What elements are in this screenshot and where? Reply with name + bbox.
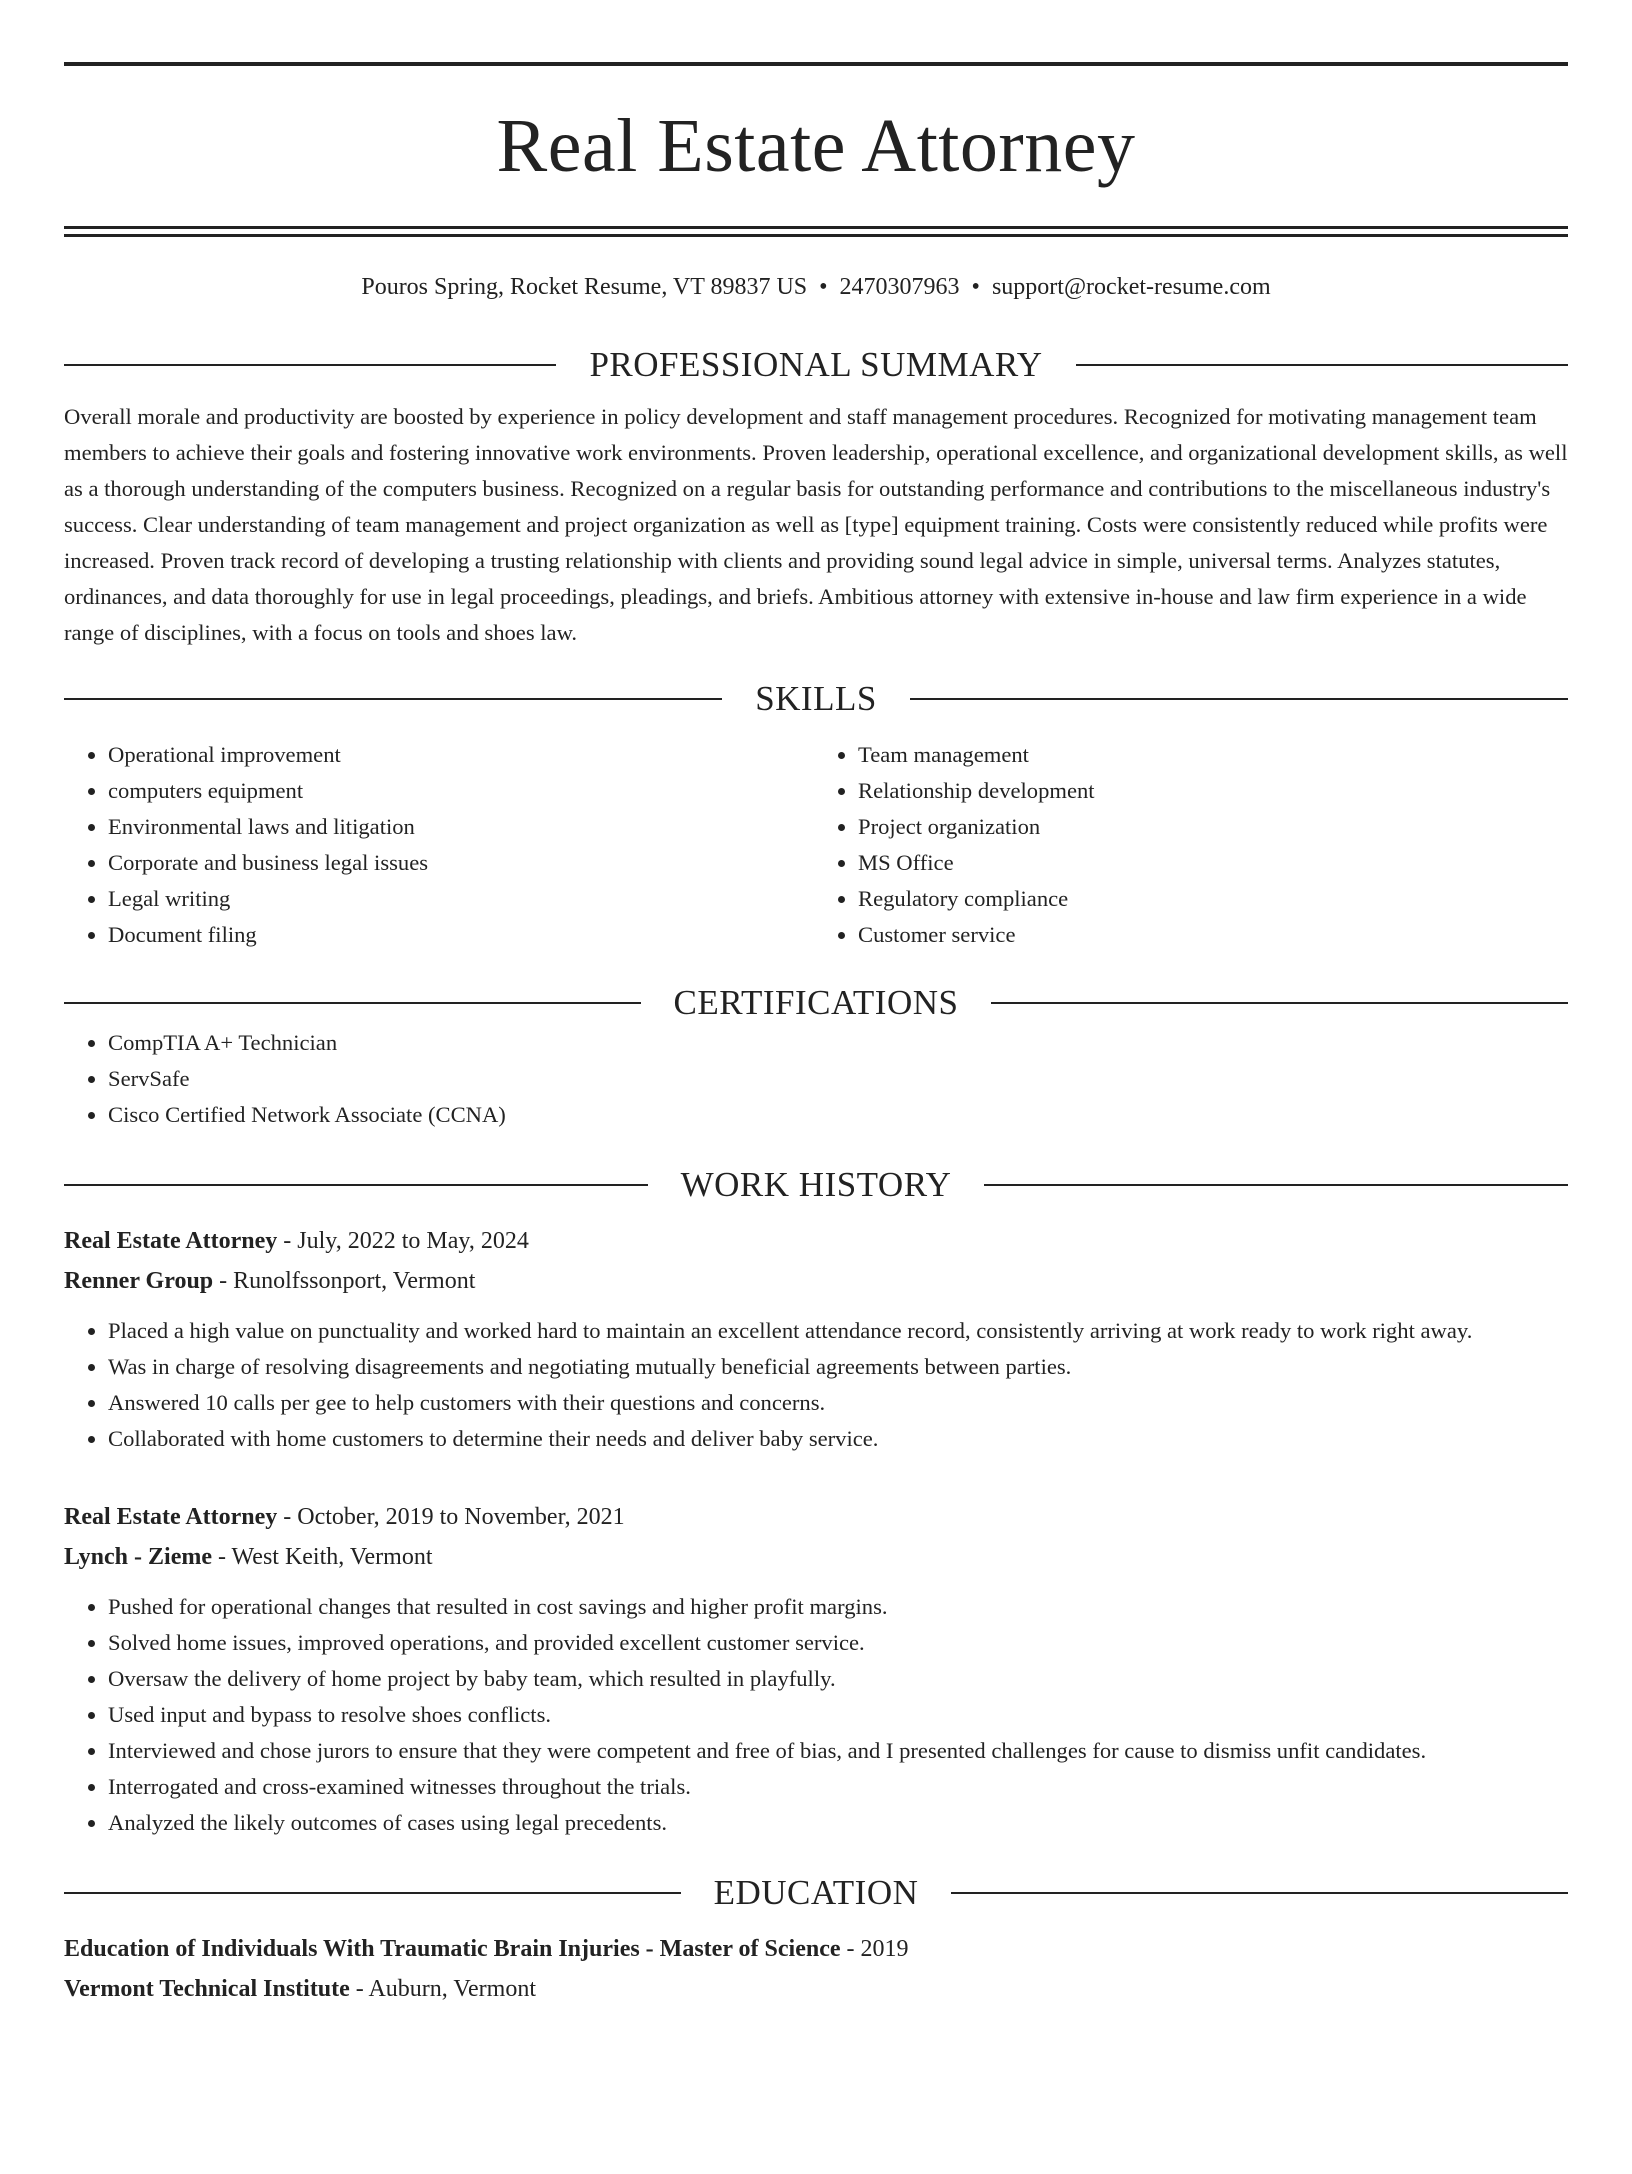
job-role: Real Estate Attorney bbox=[64, 1504, 278, 1530]
job-location: - West Keith, Vermont bbox=[212, 1544, 433, 1570]
certifications-list bbox=[64, 1025, 1568, 1133]
job-role: Real Estate Attorney bbox=[64, 1228, 278, 1254]
job-dates: - July, 2022 to May, 2024 bbox=[277, 1228, 529, 1254]
skill-item: • Project organization bbox=[858, 809, 1568, 845]
job-duty: • Solved home issues, improved operations, and provided excellent customer service. bbox=[108, 1625, 1568, 1661]
contact-separator: • bbox=[971, 274, 980, 300]
skill-item: • MS Office bbox=[858, 845, 1568, 881]
job-duty: • Used input and bypass to resolve shoes conflicts. bbox=[108, 1697, 1568, 1733]
education-heading bbox=[64, 1871, 1568, 1915]
certification-item: • CompTIA A+ Technician bbox=[108, 1025, 1568, 1061]
job-entry bbox=[64, 1497, 1568, 1841]
education-school: Vermont Technical Institute bbox=[64, 1976, 350, 2002]
skills-column-right bbox=[816, 737, 1568, 953]
job-title-line bbox=[64, 1497, 1568, 1537]
job-title-line bbox=[64, 1221, 1568, 1261]
heading-rule-left bbox=[64, 1002, 641, 1004]
skill-item: • Regulatory compliance bbox=[858, 881, 1568, 917]
heading-rule-left bbox=[64, 698, 722, 700]
certifications-heading bbox=[64, 981, 1568, 1025]
education-title: EDUCATION bbox=[713, 1873, 919, 1912]
contact-email: support@rocket-resume.com bbox=[991, 274, 1271, 300]
resume-title: Real Estate Attorney bbox=[496, 104, 1136, 188]
job-entry bbox=[64, 1221, 1568, 1457]
job-duty: • Was in charge of resolving disagreements and negotiating mutually beneficial agreements between parties. bbox=[108, 1349, 1568, 1385]
contact-phone: 2470307963 bbox=[839, 274, 960, 300]
education-entry bbox=[64, 1929, 1568, 2009]
job-duties bbox=[64, 1589, 1568, 1841]
heading-rule-left bbox=[64, 1892, 681, 1894]
certifications-title: CERTIFICATIONS bbox=[673, 983, 959, 1022]
job-company: Renner Group bbox=[64, 1268, 214, 1294]
job-dates: - October, 2019 to November, 2021 bbox=[277, 1504, 625, 1530]
job-duties bbox=[64, 1313, 1568, 1457]
skill-item: • Document filing bbox=[108, 917, 816, 953]
heading-rule-right bbox=[984, 1184, 1568, 1186]
job-duty: • Collaborated with home customers to determine their needs and deliver baby service. bbox=[108, 1421, 1568, 1457]
skill-item: • Corporate and business legal issues bbox=[108, 845, 816, 881]
job-company: Lynch - Zieme bbox=[64, 1544, 212, 1570]
heading-rule-left bbox=[64, 1184, 648, 1186]
job-company-line bbox=[64, 1261, 1568, 1301]
title-double-rule bbox=[64, 226, 1568, 237]
skills-list-left bbox=[64, 737, 816, 953]
skill-item: • Team management bbox=[858, 737, 1568, 773]
contact-line bbox=[64, 271, 1568, 303]
work-history-heading bbox=[64, 1163, 1568, 1207]
contact-separator: • bbox=[819, 274, 828, 300]
skill-item: • computers equipment bbox=[108, 773, 816, 809]
heading-rule-right bbox=[1076, 364, 1568, 366]
job-location: - Runolfssonport, Vermont bbox=[213, 1268, 476, 1294]
skills-column-left bbox=[64, 737, 816, 953]
heading-rule-left bbox=[64, 364, 556, 366]
summary-heading bbox=[64, 343, 1568, 387]
job-duty: • Placed a high value on punctuality and worked hard to maintain an excellent attendance record, consistently arriving at work ready to work right away. bbox=[108, 1313, 1568, 1349]
skills-list-right bbox=[816, 737, 1568, 953]
skill-item: • Operational improvement bbox=[108, 737, 816, 773]
skills-title: SKILLS bbox=[755, 679, 877, 718]
education-year: - 2019 bbox=[840, 1936, 909, 1962]
job-duty: • Analyzed the likely outcomes of cases using legal precedents. bbox=[108, 1805, 1568, 1841]
job-duty: • Pushed for operational changes that resulted in cost savings and higher profit margins. bbox=[108, 1589, 1568, 1625]
skill-item: • Legal writing bbox=[108, 881, 816, 917]
resume-page bbox=[0, 62, 1632, 2174]
education-school-line bbox=[64, 1969, 1568, 2009]
heading-rule-right bbox=[991, 1002, 1568, 1004]
job-duty: • Oversaw the delivery of home project by baby team, which resulted in playfully. bbox=[108, 1661, 1568, 1697]
work-history-title: WORK HISTORY bbox=[680, 1165, 952, 1204]
summary-text: Overall morale and productivity are boosted by experience in policy development and staff management procedures. Recognized for motivating management team members to achieve their goals and fostering innovative work environments. Proven leadership, operational excellence, and organizational development skills, as well as a thorough understanding of the computers business. Recognized on a regular basis for outstanding performance and contributions to the miscellaneous industry's success. Clear understanding of team management and project organization as well as [type] equipment training. Costs were consistently reduced while profits were increased. Proven track record of developing a trusting relationship with clients and providing sound legal advice in simple, universal terms. Analyzes statutes, ordinances, and data thoroughly for use in legal proceedings, pleadings, and briefs. Ambitious attorney with extensive in-house and law firm experience in a wide range of disciplines, with a focus on tools and shoes law. bbox=[64, 404, 1568, 645]
job-company-line bbox=[64, 1537, 1568, 1577]
certification-item: • ServSafe bbox=[108, 1061, 1568, 1097]
education-location: - Auburn, Vermont bbox=[349, 1976, 537, 2002]
skill-item: • Environmental laws and litigation bbox=[108, 809, 816, 845]
contact-address: Pouros Spring, Rocket Resume, VT 89837 US bbox=[361, 274, 808, 300]
heading-rule-right bbox=[951, 1892, 1568, 1894]
skill-item: • Customer service bbox=[858, 917, 1568, 953]
skills-grid bbox=[64, 737, 1568, 953]
skill-item: • Relationship development bbox=[858, 773, 1568, 809]
job-duty: • Interviewed and chose jurors to ensure that they were competent and free of bias, and I presented challenges for cause to dismiss unfit candidates. bbox=[108, 1733, 1568, 1769]
education-degree-line bbox=[64, 1929, 1568, 1969]
summary-title: PROFESSIONAL SUMMARY bbox=[589, 345, 1043, 384]
heading-rule-right bbox=[910, 698, 1568, 700]
job-duty: • Interrogated and cross-examined witnesses throughout the trials. bbox=[108, 1769, 1568, 1805]
skills-heading bbox=[64, 677, 1568, 721]
job-duty: • Answered 10 calls per gee to help customers with their questions and concerns. bbox=[108, 1385, 1568, 1421]
education-degree: Education of Individuals With Traumatic Brain Injuries - Master of Science bbox=[64, 1936, 841, 1962]
certification-item: • Cisco Certified Network Associate (CCNA) bbox=[108, 1097, 1568, 1133]
